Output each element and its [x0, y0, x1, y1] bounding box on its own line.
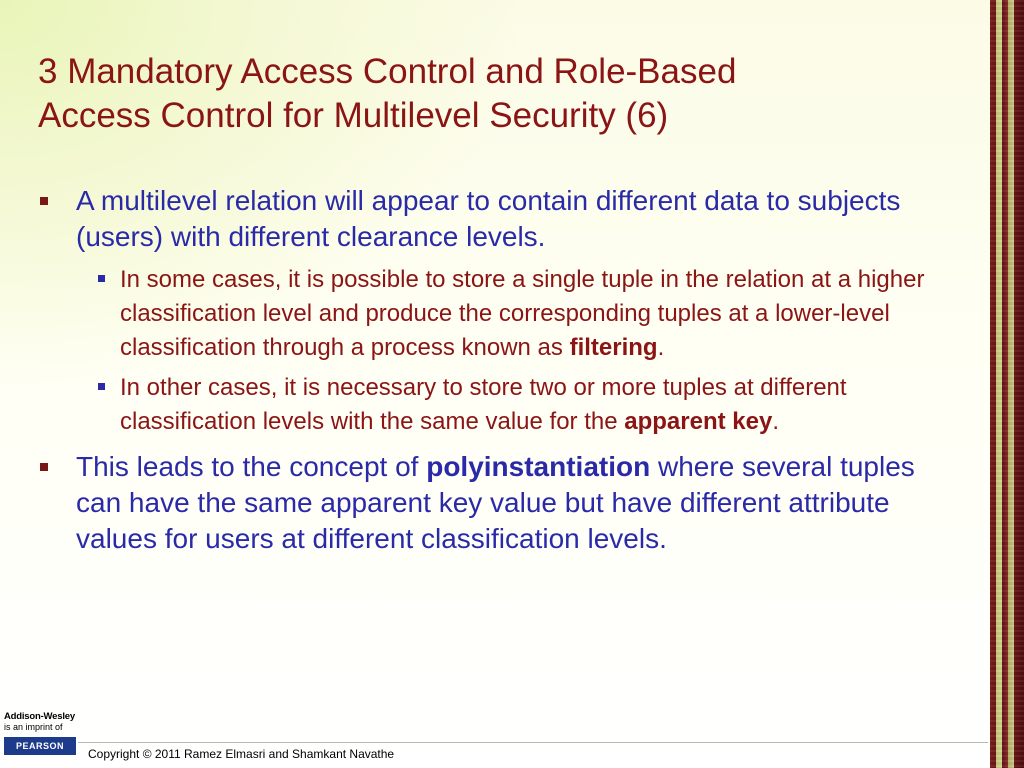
slide-body — [40, 183, 960, 565]
slide-title-line-1: 3 Mandatory Access Control and Role-Based — [38, 52, 737, 91]
sub-bullet-text-end: . — [772, 408, 779, 435]
copyright-notice: Copyright © 2011 Ramez Elmasri and Shamkant Navathe — [88, 747, 395, 761]
bullet-text: A multilevel relation will appear to contain different data to subjects (users) with different clearance levels. — [76, 185, 901, 252]
square-bullet-icon — [40, 197, 48, 205]
logo-imprint-text: is an imprint of — [4, 722, 63, 732]
publisher-logo — [4, 712, 78, 768]
sub-bullet-text: In some cases, it is possible to store a single tuple in the relation at a higher classification level and produce the corresponding tuples at a lower-level classification through a process known as — [120, 266, 925, 361]
sub-bullet-text-end: . — [657, 334, 665, 361]
bullet-polyinstantiation — [40, 449, 960, 557]
square-bullet-icon — [98, 275, 105, 282]
logo-addison-wesley: Addison-Wesley — [4, 711, 75, 722]
square-bullet-icon — [40, 463, 48, 471]
slide-title — [38, 50, 938, 138]
decorative-side-strip — [990, 0, 1024, 768]
logo-pearson: PEARSON — [4, 737, 76, 755]
bullet-text: This leads to the concept of — [76, 451, 427, 482]
footer-divider — [78, 742, 988, 743]
bullet-text-end: where several tuples can have the same apparent key value but have different attribute values for users at different classification levels. — [76, 451, 915, 554]
term-filtering: filtering — [569, 334, 658, 361]
slide-title-line-2: Access Control for Multilevel Security (6) — [38, 96, 669, 135]
sub-bullet-list — [40, 263, 960, 439]
sub-bullet-apparent-key — [98, 371, 960, 439]
term-apparent-key: apparent key — [624, 408, 773, 435]
sub-bullet-text: In other cases, it is necessary to store two or more tuples at different classification levels with the same value for the — [120, 374, 847, 435]
bullet-multilevel-relation — [40, 183, 960, 255]
term-polyinstantiation: polyinstantiation — [426, 451, 651, 482]
sub-bullet-filtering — [98, 263, 960, 365]
square-bullet-icon — [98, 383, 105, 390]
